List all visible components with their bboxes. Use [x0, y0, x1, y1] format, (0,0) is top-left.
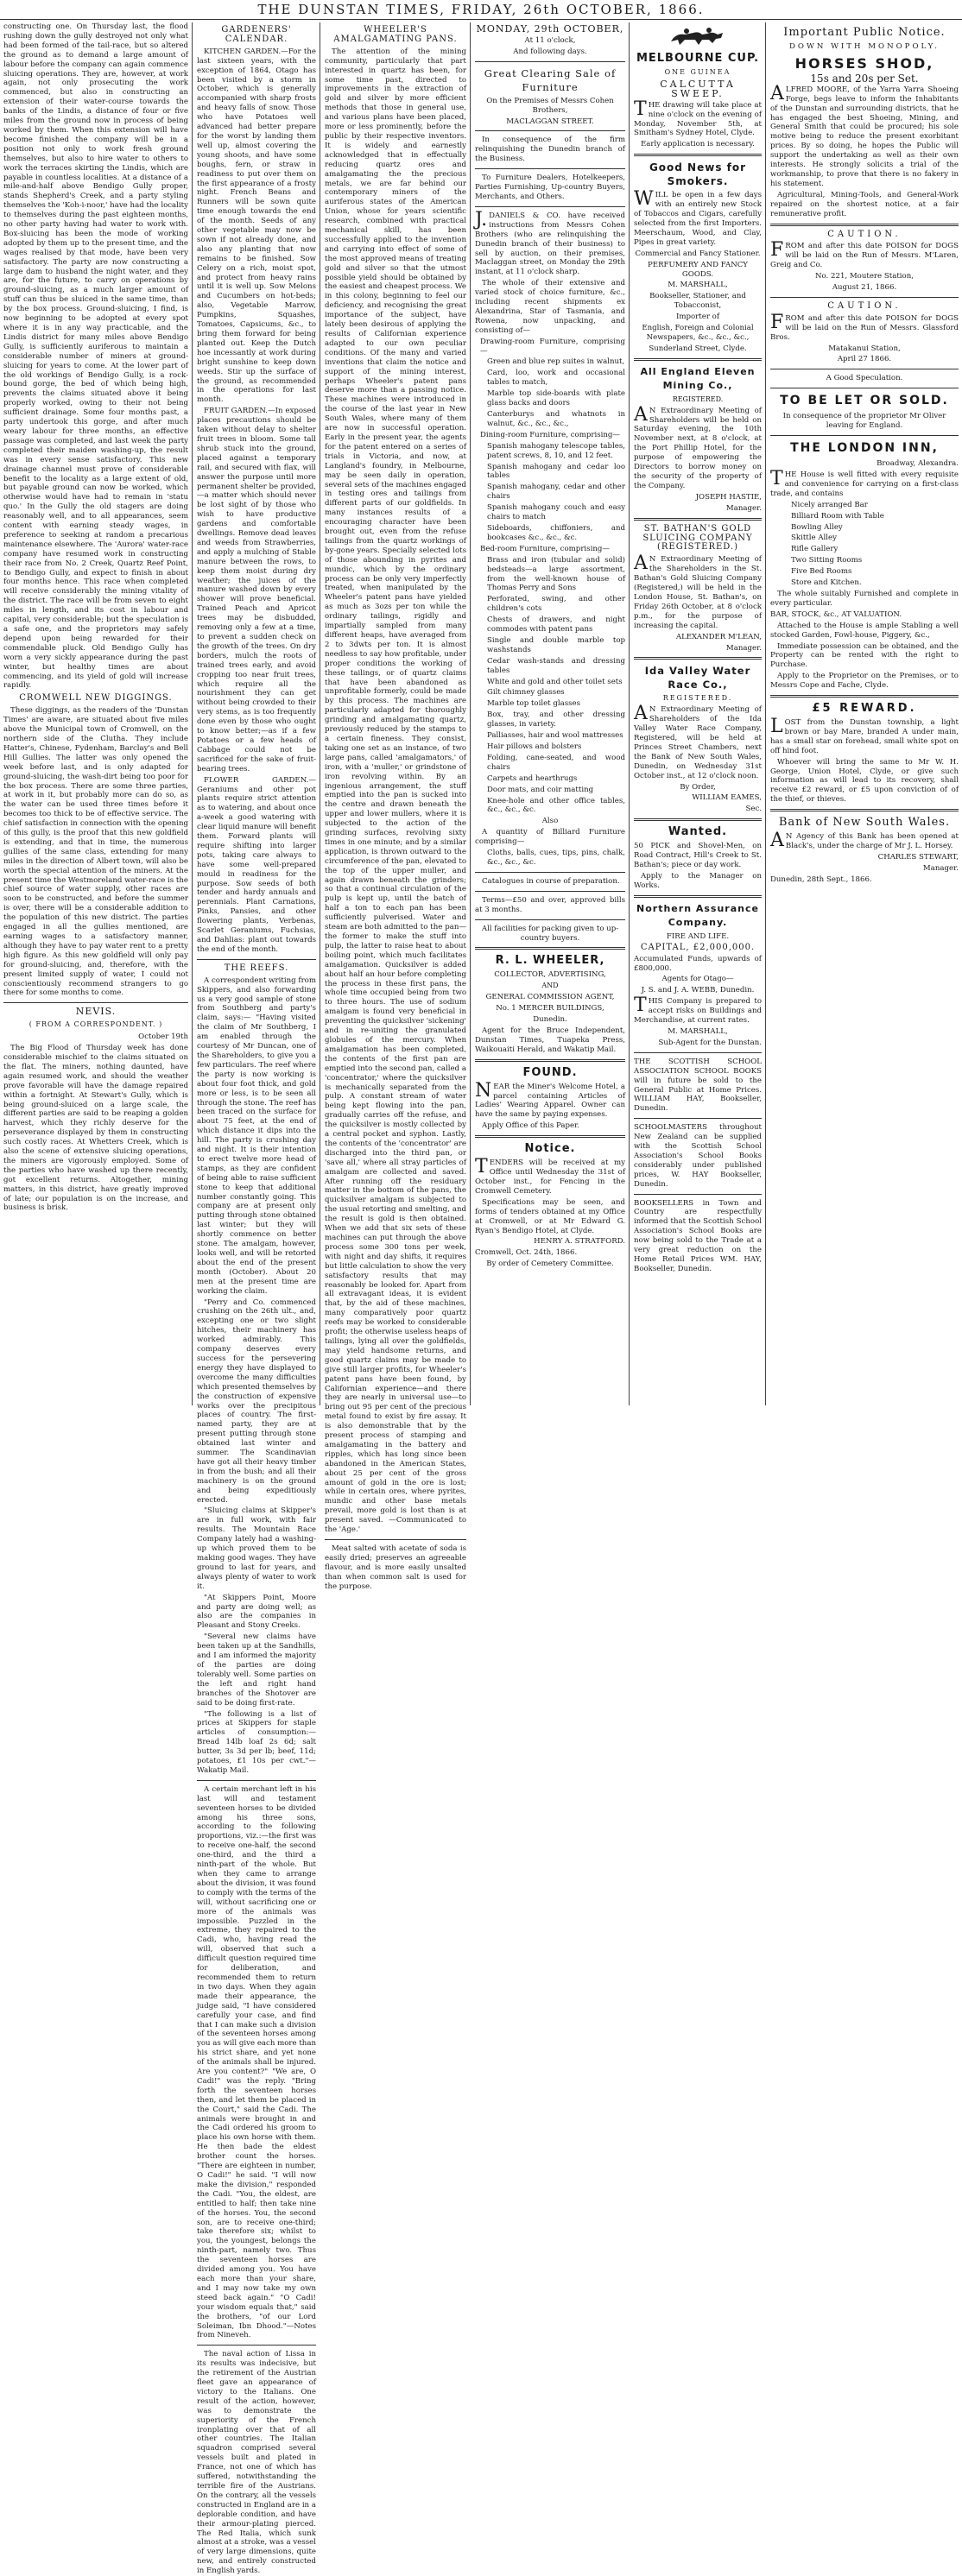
sale-title: Great Clearing Sale of Furniture	[484, 66, 617, 93]
divider	[634, 657, 762, 660]
column-3	[321, 22, 470, 1591]
article-paragraph: "The following is a list of prices at Skippers for staple articles of consumption:—Bread 14lb loaf 2s 6d; salt butter, 3s 3d per lb; beef, 11d; potatoes, £1 10s per cwt."—Wakatip Mail.	[197, 1709, 316, 1775]
divider	[475, 1059, 625, 1062]
inn-bar: BAR, STOCK, &c., AT VALUATION.	[770, 609, 902, 619]
sale-item: Gilt chimney glasses	[487, 688, 565, 698]
sale-intro: In consequence of the firm relinquishing the Dunedin branch of the Business.	[475, 136, 625, 164]
sale-facilities: All facilities for packing given to up-country buyers.	[481, 924, 619, 943]
found-heading: FOUND.	[522, 1065, 578, 1079]
smokers-name: M. MARSHALL,	[668, 281, 728, 290]
smokers-address: Sunderland Street, Clyde.	[649, 344, 747, 353]
eleven-body: AN Extraordinary Meeting of Shareholders will be held on Saturday evening, the 10th November next, at 8 o'clock, at the Port Phillip Hotel, for the purpose of empowering the Directors to borrow money on the security of the property of the Company.	[634, 403, 762, 490]
ida-heading: Ida Valley Water Race Co.,	[644, 665, 751, 691]
column-4	[472, 22, 629, 1404]
caution-heading: CAUTION.	[827, 300, 902, 311]
article-paragraph: KITCHEN GARDEN.—For the last sixteen years, with the exception of 1864, Otago has been visited by a storm in October, which is generally accompanied with sharp frosts and heavy falls of snow. Those who have Potatoes well advanced had better prepare for the worst by landing them well up, almost covering the young shoots, and have some boughs, fern, or straw in readiness to put over them on the first appearance of a frosty night. French Beans and Runners will be sown quite time enough towards the end of the month. Seeds of any other vegetable may now be sown if not already done, and also any planting that now remains to be finished. Sow Celery on a rich, moist spot, and protect from heavy rains until it is well up. Sow Melons and Cucumbers on hot-beds; also, Vegetable Marrow, Pumpkins, Squashes, Tomatoes, Capsicums, &c., to bring them forward for being planted out. Keep the Dutch hoe incessantly at work during bright sunshine to keep down weeds. Stir up the surface of the ground, as recommended in the operations for last month.	[197, 47, 316, 405]
caution-date: August 21, 1866.	[832, 283, 897, 293]
eleven-role: Manager.	[725, 503, 762, 513]
article-paragraph: The attention of the mining community, particularly that part interested in quartz has been, for some time past, directed to improvements in the extraction of gold and silver by more efficient methods that those in general use, and various plans have been placed, more or less prominently, before the public by their respective inventors. It is widely and earnestly acknowledged that in effectually reducing quartz ores and amalgamating the the precious metals, we are far behind our contemporary miners of the auriferous states of the American Union, whose for years scientific research, combined with practical mechanical skill, has been successfully applied to the invention and carrying into effect of some of the most approved means of treating gold and silver so that the utmost possible yield should be obtained by the easiest and cheapest process. We in this colony, beginning to feel our deficiency, and recognising the great importance of the subject, have lately been desirous of applying the results of Californian experience adapted to our own peculiar conditions. Of the many and varied inventions that claim the notice and support of the mining interest, perhaps Wheeler's patent pans deserve more than a passing notice. These machines were introduced in the course of the last year in New South Wales, where many of them are now in successful operation. Early in the present year, the agents for the patent entered on a series of trials in Victoria, and now, at Langland's foundry, in Melbourne, may be seen daily in operation, several sets of the machines engaged in testing ores and tailings from different parts of our goldfields. In many instances results of a encouraging character have been brought out, even from the refuse tailings from the quartz workings of by-gone years. Specially selected lots of those abounding in pyrites and mundic, which by the ordinary process can be only very imperfectly treated, when manipulated by the Wheeler's patent pans have yielded as much as 3ozs per ton while the ordinary tailings, rigidly and impartially sampled from many different heaps, have averaged from 2 to 3dwts per ton. It is almost needless to say how profitable, under proper conditions the working of these tailings, or of quartz claims that have been abandoned as unprofitable formerly, could be made by this process. The machines are particularly adapted for thoroughly grinding and amalgamating quartz, previously reduced by the stamps to a certain fineness. They consist, taking one set as an instance, of two large pans, called 'amalgamators,' of iron, with a 'muller,' or grindstone of iron revolving within. By an ingenious arrangement, the stuff emptied into the pan is sucked into the centre and drawn beneath the upper and lower mullers, where it is subjected to the action of the grinding surfaces, revolving sixty times in one minute; and by a similar application, is thrown outward to the circumference of the pan, elevated to the top of the upper muller, and again drawn beneath the grinders; so that a continual circulation of the pulp is kept up, until the batch of half a ton to each pan has been sufficiently pulverised. Water and steam are both admitted to the pan—the former to make the stuff into pulp, the latter to raise heat to about boiling point, which much facilitates amalgamation. Quicksilver is added about half an hour before completing the process in these first pans, the whole time occupied being from two to three hours. The use of sodium amalgam is found very beneficial in preventing the quicksilver 'sickening' and in re-uniting the granulated globules of the mercury. When amalgamation has been completed, the contents of the first pan are emptied into the second pan, called a 'concentrator,' where the quicksilver is mechanically separated from the pulp. A constant stream of water being kept flowing into the pan, gradually carries off the refuse, and the quicksilver is mostly collected by a central pocket and syphon. Lastly, the contents of the 'concentrator' are discharged into the third pan, or 'save all,' where all stray particles of amalgam are collected and saved. After running off the residuary matter in the bottom of the pans, the quicksilver amalgam is subjected to the usual retorting and smelting, and the result is gold is then obtained. When we add that six sets of these machines can put through the above process some 300 tons per week, with night and day shifts, it requires but little calculation to show the very satisfactory results that may reasonably be looked for. Apart from all extravagant ideas, it is evident that, by the aid of these machines, many comparatively poor quartz reefs may be worked to considerable profit; the otherwise useless heaps of tailings, lying all over the goldfields, may yield handsome returns, and good quartz claims may be made to give still larger profits, for Wheeler's patent pans have been found, by Californian experience—and there they are nearly in universal use—to bring out 95 per cent of the precious metal found to exist by fire assay. It is also demonstrable that by the present process of stamping and amalgamating in the battery and ripples, which has long since been abandoned in the American States, about 25 per cent of the gross amount of gold in the ore is lost; while in certain ores, where pyrites, mundic and other base metals prevail, more gold is lost than is at present saved. —Communicated to the 'Age.'	[325, 47, 466, 1535]
wheeler-city: Dunedin.	[533, 1015, 567, 1025]
sale-catalogues: Catalogues in course of preparation.	[482, 876, 620, 886]
section-heading: THE REEFS.	[224, 963, 289, 973]
horse-racing-icon	[668, 26, 728, 48]
divider	[770, 809, 959, 811]
smokers-papers: English, Foreign and Colonial Newspapers, &c., &c., &c.,	[642, 324, 754, 342]
inn-heading: THE LONDON INN,	[790, 441, 939, 456]
eleven-heading: All England Eleven Mining Co.,	[640, 365, 756, 391]
wheeler-address: No. 1 MERCER BUILDINGS,	[496, 1004, 604, 1013]
sale-item: Canterburys and whatnots in walnut, &c., &c., &c.,	[487, 410, 625, 428]
divider	[770, 224, 959, 226]
divider	[634, 1052, 762, 1053]
reward-heading: £5 REWARD.	[812, 702, 917, 716]
wanted-heading: Wanted.	[668, 825, 728, 839]
bank-role: Manager.	[922, 863, 959, 873]
notice-date: Cromwell, Oct. 24th, 1866.	[475, 1248, 578, 1258]
article-paragraph: A certain merchant left in his last will and testament seventeen horses to be divided among his three sons, according to the following proportions, viz.:—the first was to receive one-half, the second one-third, and the third a ninth-part of the whole. But when they came to arrange about the division, it was found to comply with the terms of the will, without sacrificing one or more of the animals was impossible. Puzzled in the extreme, they repaired to the Cadi, who, having read the will, observed that such a difficult question required time for deliberation, and recommended them to return in two days. When they again made their appearance, the judge said, "I have considered carefully your case, and find that I can make such a division of the seventeen horses among you as will give each more than his strict share, and yet none of the animals shall be injured. Are you content?" "We are, O Cadi!" was the reply. "Bring forth the seventeen horses then, and let them be placed in the Court," said the Cadi. The animals were brought in and the Cadi ordered his groom to place his own horse with them. He then bade the eldest brother count the horses. "There are eighteen in number, O Cadi!" he said. "I will now make the division," responded the Cadi. "You, the eldest, are entitled to half; then take nine of the horses. You, the second son, are to receive one-third; take therefore six; whilst to you, the youngest, belongs the ninth-part, namely two. Thus the seventeen horses are divided among you. You have each more than your share, and I may now take my own steed back again." "O Cadi! your wisdom equals that," said the brothers, "of our Lord Soleiman, Ibn Dhood."—Notes from Nineveh.	[197, 1784, 316, 2340]
ida-name: WILLIAM EAMES,	[692, 793, 762, 803]
horses-heading: HORSES SHOD,	[794, 54, 934, 72]
section-heading: WHEELER'S AMALGAMATING PANS.	[333, 25, 458, 44]
divider	[634, 154, 762, 156]
article-paragraph: A correspondent writing from Skippers, and also forwarding us a very good sample of stone from Southberg and party's claim, says:— "Having visited the claim of Mr Southberg, I am enabled through the courtesy of Mr Duncan, one of the Shareholders, to give you a few particulars. The reef where the party is now working is about four foot thick, and gold more or less, is to be seen all through the stone. The reef has been traced on the surface for about 75 feet, at the end of which distance it dips into the hill. The party is crushing day and night. It is their intention to erect twelve more head of stamps, as they are confident of being able to raise sufficient stone to keep that additional number constantly going. This company are at present only putting through stone obtained last winter; but they will shortly commence on better stone. The amalgam, however, looks well, and will be retorted about the end of the present month (October). About 20 men at the present time are working the claim.	[197, 975, 316, 1296]
ida-registered: REGISTERED.	[662, 694, 733, 703]
schoolmasters-notice: SCHOOLMASTERS throughout New Zealand can be supplied with the Scottish School Association's School Books considerably under published prices, W. HAY Bookseller, Dunedin.	[634, 1123, 762, 1189]
northern-name: M. MARSHALL,	[668, 1026, 728, 1036]
divider	[634, 1118, 762, 1119]
sale-item: Chests of drawers, and night commodes with patent pans	[487, 616, 625, 635]
sale-item: Perforated, swing, and other children's cots	[487, 595, 625, 614]
inn-item: Billiard Room with Table	[791, 511, 884, 521]
sale-item: Marble top toilet glasses	[487, 699, 581, 709]
byline: ( FROM A CORRESPONDENT. )	[28, 1020, 163, 1029]
wheeler-name: R. L. WHEELER,	[495, 954, 605, 968]
divider	[634, 1194, 762, 1195]
eleven-registered: REGISTERED.	[672, 395, 724, 403]
cup-body: THE drawing will take place at nine o'clock on the evening of Monday, November 5th, at Smitham's Sydney Hotel, Clyde.	[634, 98, 762, 138]
section-heading: NEVIS.	[75, 1006, 117, 1018]
bathan-name: ALEXANDER M'LEAN,	[675, 632, 762, 641]
sale-item: Door mats, and coir matting	[487, 785, 594, 794]
inn-body: THE House is well fitted with every requisite and convenience for carrying on a first-class trade, and contains	[770, 468, 959, 498]
divider	[197, 959, 316, 960]
divider	[475, 919, 625, 920]
column-1	[0, 22, 192, 1404]
reward-body: LOST from the Dunstan township, a light brown or bay Mare, branded A under main, has a small star on forehead, small white spot on off hind foot.	[770, 716, 959, 755]
northern-agent-names: J. S. and J. A. WEBB, Dunedin.	[641, 986, 755, 995]
inn-item: Two Sitting Rooms	[791, 556, 863, 565]
wheeler-agent: GENERAL COMMISSION AGENT,	[485, 993, 615, 1002]
inn-item: Rifle Gallery	[791, 545, 839, 554]
wheeler-and: AND	[541, 982, 559, 990]
sale-billiard: A quantity of Billiard Furniture comprising—	[475, 828, 625, 847]
northern-capital: CAPITAL, £2,000,000.	[640, 942, 756, 952]
divider	[634, 518, 762, 521]
sale-premises: On the Premises of Messrs Cohen Brothers,	[486, 96, 614, 115]
article-paragraph: constructing one. On Thursday last, the flood rushing down the gully destroyed not only what had been formed of the tail-race, but so altered the ground as to demand a large amount of labour before the company can again commence sluicing operations. They are, however, at work again, not only prosecuting the work commenced, but also in constructing an extension of their water-course towards the banks of the Lindis, a distance of four or five miles from the ground now in process of being worked by them. When this extension will have become finished the company will be in a position not only to work fresh ground themselves, but also to hire water to others to work the terraces skirting the Lindis, which are payable in countless localities. At a distance of a mile-and-half above Bendigo Gully proper, stands Shepherd's Creek, and a party styling themselves the 'Koh-i-noor,' have had the locality to themselves during the past eighteen months, no other party having had water to work with. Box-sluicing has been the mode of working adopted by them up to the present time, and the wages realised by that mode, have been very satisfactory. The party are now constructing a large dam to husband the night water, and they are, for the future, to carry on operations by ground-sluicing, as a much larger amount of stuff can thus be sluiced in the same time, than by the box process. Ground-sluicing, I find, is now beginning to be adopted at every spot where it is in any way practicable, and the Lindis district for many miles above Bendigo Gully, is sufficiently auriferous to maintain a considerable number of miners at ground-sluicing for years to come. At the lower part of the old workings of Bendigo Gully, is a rock-bound gorge, the bed of which being high, prevents the claims situated above it being properly worked, owing to their not being sufficient drainage. Some four months past, a party undertook this gorge, and after much weary labour for three months, an effective passage was completed, and last week the party completed their maiden washing-up, the result was in every sense satisfactory. This new drainage channel must prove of considerable benefit to the locality as a large extent of old, but payable ground can now be worked, which otherwise would have had to remain in 'statu quo.' In the Gully the old stagers are doing reasonably well, and to all appearances, seem content with earning steady wages, in preference to seeking at random a precarious maintenance elsewhere. The 'Aurora' water-race company have resumed work in constructing their race from No. 2 Creek, Quartz Reef Point, to Bendigo Gully, and expect to finish in about four months hence. This race when completed will receive considerably the mining vitality of the district. The race will be from seven to eight miles in length, and its cost in labour and capital, very considerable; but the speculation is a safe one, and the proprietors may safely depend upon being rewarded for their commendable pluck. Old Bendigo Gully has worn a very sickly appearance during the past winter, but healthy times are about commencing, and its yield of gold will increase rapidly.	[3, 22, 188, 691]
sale-item: Sideboards, chiffoniers, and bookcases &c., &c., &c.	[487, 523, 625, 542]
sale-terms: Terms—£50 and over, approved bills at 3 months.	[475, 895, 625, 914]
northern-role: Sub-Agent for the Dunstan.	[658, 1038, 762, 1047]
inn-apply: Apply to the Proprietor on the Premises, or to Messrs Cope and Fache, Clyde.	[770, 672, 959, 691]
cup-guinea: ONE GUINEA	[664, 68, 731, 76]
sale-billiard-items: Cloths, balls, cues, tips, pins, chalk, &c., &c., &c.	[487, 849, 625, 867]
ida-body: AN Extraordinary Meeting of Shareholders of the Ida Valley Water Race Company, Registered, will be held at Princes Street Chambers, next the Bank of New South Wales, Dunedin, on Wednesday 31st October inst., at 12 o'clock noon.	[634, 703, 762, 780]
sale-item: Spanish mahogany telescope tables, patent screws, 8, 10, and 12 feet.	[487, 441, 625, 460]
article-paragraph: "Perry and Co. commenced crushing on the 26th ult., and, excepting one or two slight hitches, their machinery has worked admirably. This company deserves every success for the persevering energy they have displayed to overcome the many difficulties which presented themselves by the construction of expensive works over the precipitous places of country. The first-named party, they are at present putting through stone obtained last winter and summer. The Scandinavian have got all their heavy timber in from the bush; and all their machinery is on the ground and being expeditiously erected.	[197, 1297, 316, 1505]
divider	[197, 1780, 316, 1781]
caution-station: No. 221, Moutere Station,	[815, 272, 914, 281]
divider	[475, 61, 625, 62]
column-rule	[629, 22, 630, 1405]
bathan-body: AN Extraordinary Meeting of the Shareholders in the St. Bathan's Gold Sluicing Company (Registered,) will be held in the London House, St. Bathan's, on Friday 26th October, at 8 o'clock p.m., for the purpose of increasing the capital.	[634, 552, 762, 630]
caution-body: FROM and after this date POISON for DOGS will be laid on the Run of Messrs. Glassford Bros.	[770, 311, 959, 342]
divider	[770, 297, 959, 298]
sale-date: MONDAY, 29th OCTOBER,	[476, 23, 624, 35]
northern-body: THIS Company is prepared to accept risks on Buildings and Merchandise, at current rates.	[634, 994, 762, 1026]
notice-heading: Important Public Notice.	[783, 26, 946, 39]
inn-item: Bowling Alley	[791, 522, 843, 532]
sale-stock: The whole of their extensive and varied stock of choice furniture, &c., including recent shipments ex Alexandrina, Star of Tasmania, and Rowena, now unpacking, and consisting of—	[475, 279, 625, 335]
caution-body: FROM and after this date POISON for DOGS will be laid on the Run of Messrs. M'Laren, Greig and Co.	[770, 239, 959, 270]
divider	[475, 206, 625, 207]
caution-heading: CAUTION.	[827, 229, 902, 239]
smokers-stationer: Commercial and Fancy Stationer.	[635, 249, 761, 258]
northern-sub: FIRE AND LIFE.	[666, 931, 730, 941]
article-paragraph: The naval action of Lissa in its results was indecisive, but the retirement of the Austrian fleet gave an appearance of victory to the Italians. One result of the action, however, was to demonstrate the superiority of the French ironplating over that of all other countries. The Italian squadron comprised several vessels built and plated in France, not one of which has suffered, notwithstanding the terrible fire of the Austrians. On the contrary, all the vessels constructed in England are in a deplorable condition, and have their armour-plating pierced. The Red Italia, which sunk almost at a stroke, was a vessel of very large dimensions, quite new, and entirely constructed in English yards.	[197, 2350, 316, 2576]
horses-body: ALFRED MOORE, of the Yarra Yarra Shoeing Forge, begs leave to inform the Inhabitants of the Dunstan and surrounding districts, that he has engaged the best Shoeing, Mining, and General Smith that could be procured; his sole motive being to reduce the present exorbitant prices. By so doing, he hopes the Public will support the undertaking as well as their own interests. He strongly solicits a trial of the workmanship, to prove that there is no fakery in his statement.	[770, 82, 959, 188]
dateline: October 19th	[138, 1032, 188, 1042]
sale-body: J.DANIELS & CO. have received instructions from Messrs Cohen Brothers (who are relinquishing the Dunedin branch of their business) to sell by auction, on their premises, Maclaggan street, on Monday the 29th instant, at 11 o'clock sharp.	[475, 208, 625, 277]
sale-item: Cedar wash-stands and dressing tables	[487, 656, 625, 675]
article-paragraph: The Big Flood of Thursday week has done considerable mischief to the claims situated on the flat. The miners, nothing daunted, have again resumed work, and should the weather prove favorable will have the damage repaired within a fortnight. At Stewart's Gully, which is being ground-sluiced on a large scale, the different parties are said to be reaping a golden harvest, which they richly deserve for the perseverance displayed by them in constructing such costly races. At Whetters Creek, which is also the scene of extensive sluicing operations, the miners are vigorously employed. Some of the parties who have washed up there recently, got excellent returns. Altogether, mining matters, in this district, have greatly improved of late; our population is on the increase, and business is brisk.	[3, 1044, 188, 1213]
northern-funds: Accumulated Funds, upwards of £800,000.	[634, 954, 762, 973]
sale-to: To Furniture Dealers, Hotelkeepers, Parties Furnishing, Up-country Buyers, Merchants, and Others.	[475, 174, 625, 201]
sale-also: Also	[541, 817, 559, 826]
notice-order: By order of Cemetery Committee.	[486, 1260, 614, 1269]
smokers-importer: Importer of	[675, 313, 720, 322]
article-paragraph: "At Skippers Point, Moore and party are doing well; as also are the companies in Pleasant and Stony Creeks.	[197, 1593, 316, 1631]
sale-item: Spanish mahogany couch and easy chairs to match	[487, 503, 625, 522]
inn-address: Broadway, Alexandra.	[877, 459, 959, 469]
horses-price: 15s and 20s per Set.	[810, 72, 919, 85]
column-rule	[765, 22, 766, 1405]
cup-apply: Early application is necessary.	[641, 140, 755, 149]
divider	[475, 1135, 625, 1138]
sale-item: Drawing-room Furniture, comprising—	[480, 337, 625, 356]
smokers-heading: Good News for Smokers.	[649, 161, 747, 188]
sale-item: Hair pillows and bolsters	[487, 742, 582, 751]
sale-item: Green and blue rep suites in walnut,	[487, 357, 625, 367]
divider	[325, 1539, 466, 1540]
bank-heading: Bank of New South Wales.	[778, 816, 951, 830]
eleven-name: JOSEPH HASTIE,	[695, 492, 762, 502]
monopoly-banner: DOWN WITH MONOPOLY.	[789, 42, 940, 51]
divider	[634, 358, 762, 361]
divider	[475, 891, 625, 892]
sale-item: Marble top side-boards with plate glass backs and doors	[487, 389, 625, 408]
let-heading: TO BE LET OR SOLD.	[780, 394, 949, 408]
school-notice: THE SCOTTISH SCHOOL ASSOCIATION SCHOOL BOOKS will in future be sold to the General Public at Home Prices. WILLIAM HAY, Bookseller, Dunedin.	[634, 1057, 762, 1114]
article-paragraph: FRUIT GARDEN.—In exposed places precautions should be taken without delay to shelter fruit trees in bloom. Some tall shrub stuck into the ground, placed against a temporary rail, and secured with flax, will answer the purpose until more permanent shelter be provided,—a matter which should never be lost sight of by those who wish to have productive gardens and comfortable dwellings. Remove dead leaves and weeds from Strawberries, and apply a mulching of Stable manure between the rows, to keep them moist during dry weather; the juices of the manure washed down by every shower will prove beneficial. Trained Peach and Apricot trees may be disbudded, removing only a few at a time, to prevent a sudden check on the growth of the trees. On dry borders, mulch the roots of trained trees early, and avoid cropping too near fruit trees, which require all the nourishment they can get without being crowded to their very stems, as is too frequently done even by those who ought to know better;—as if a few Potatoes or a few heads of Cabbage could not be sacrificed for the sake of fruit-bearing trees.	[197, 407, 316, 773]
sale-item: Spanish mahogany, cedar and other chairs	[487, 483, 625, 502]
sale-item: Single and double marble top washstands	[487, 635, 625, 654]
column-rule	[192, 22, 193, 1405]
let-body: In consequence of the proprietor Mr Oliver leaving for England.	[782, 412, 946, 431]
sale-item: Box, tray, and other dressing glasses, in variety.	[487, 710, 625, 729]
horses-tools: Agricultural, Mining-Tools, and General-Work repaired on the shortest notice, at a fair remunerative profit.	[770, 190, 959, 218]
ida-role: Sec.	[745, 805, 762, 814]
bathan-heading: ST. BATHAN'S GOLD SLUICING COMPANY (REGISTERED.)	[642, 523, 753, 552]
wanted-apply: Apply to the Manager on Works.	[634, 872, 762, 890]
column-2	[193, 22, 320, 2576]
sale-following: And following days.	[513, 47, 587, 56]
sale-item: Knee-hole and other office tables, &c., &c., &c.	[487, 796, 625, 815]
article-paragraph: "Sluicing claims at Skipper's are in full work, with fair results. The Mountain Race Company lately had a washing-up which proved them to be making good wages. They have ground to last for years, and always plenty of water to work it.	[197, 1506, 316, 1591]
inn-item: Five Bed Rooms	[791, 567, 852, 577]
ida-order: By Order,	[680, 782, 716, 792]
booksellers-notice: BOOKSELLERS in Town and Country are respectfully informed that the Scottish School Association's School Books are now being sold to the Trade at a very great reduction on the Home Retail Prices WM. HAY, Bookseller, Dunedin.	[634, 1198, 762, 1273]
article-paragraph: Meat salted with acetate of soda is easily dried; preserves an agreeable flavour, and is more easily unsalted than when common salt is used for the purpose.	[325, 1544, 466, 1591]
divider	[770, 695, 959, 698]
divider	[475, 168, 625, 169]
sale-item: Brass and iron (tubular and solid) bedsteads—a large assortment, from the well-known house of Thomas Perry and Sons	[487, 555, 625, 593]
article-paragraph: FLOWER GARDEN.—Geraniums and other pot plants require strict attention as to watering, and about once a-week a good watering with clear liquid manure will benefit them. Forward plants will require shifting into larger pots, taking care always to have some well-prepared mould in readiness for the purpose. Sow seeds of both tender and hardy annuals and perennials. Plant Carnations, Pinks, Pansies, and other flowering plants, Verbenas, Scarlet Geraniums, Fuchsias, and Dahlias: plant out towards the end of the month.	[197, 775, 316, 954]
bathan-role: Manager.	[725, 643, 762, 653]
inn-item: Store and Kitchen.	[791, 578, 862, 588]
divider	[475, 872, 625, 873]
masthead: THE DUNSTAN TIMES, FRIDAY, 26th OCTOBER, 1866.	[0, 0, 962, 20]
northern-heading: Northern Assurance Company.	[636, 902, 759, 928]
reward-who: Whoever will bring the same to Mr W. H. George, Union Hotel, Clyde, or give such information as will lead to its recovery, shall receive £2 reward, or £5 upon conviction of of the thief, or thieves.	[770, 757, 959, 805]
divider	[3, 1002, 188, 1003]
inn-possession: Immediate possession can be obtained, and the Property can be rented with the right to Purchase.	[770, 641, 959, 670]
column-6	[767, 22, 962, 1404]
inn-item: Skittle Alley	[791, 534, 837, 543]
inn-stable: Attached to the House is ample Stabling a well stocked Garden, Fowl-house, Piggery, &c.,	[770, 621, 959, 640]
inn-furnished: The whole suitably Furnished and complete in every particular.	[770, 589, 959, 608]
divider	[475, 947, 625, 950]
divider	[634, 895, 762, 898]
found-body: NEAR the Miner's Welcome Hotel, a parcel containing Articles of Ladies' Wearing Apparel. Owner can have the same by paying expenses.	[475, 1079, 625, 1120]
wheeler-body: Agent for the Bruce Independent, Dunstan Times, Tuapeka Press, Waikouaiti Herald, and Wakatip Mail.	[475, 1026, 625, 1054]
section-heading: CROMWELL NEW DIGGINGS.	[19, 693, 173, 704]
sale-item: Card, loo, work and occasional tables to match,	[487, 369, 625, 388]
notice-specs: Specifications may be seen, and forms of tenders obtained at my Office at Cromwell, or at Mr Edward G. Ryan's Bendigo Hotel, at Clyde.	[475, 1197, 625, 1235]
cup-sweep: CALCUTTA SWEEP.	[660, 78, 736, 99]
bank-name: CHARLES STEWART,	[877, 853, 959, 862]
inn-item: Nicely arranged Bar	[791, 500, 868, 509]
divider	[197, 2345, 316, 2346]
caution-date: April 27 1866.	[837, 355, 892, 364]
smokers-trade: Bookseller, Stationer, and Tobacconist,	[649, 292, 746, 311]
divider	[475, 130, 625, 131]
section-heading: GARDENERS' CALENDAR.	[221, 25, 292, 44]
smokers-perfumery: PERFUMERY AND FANCY GOODS.	[648, 260, 748, 279]
sale-item: Palliasses, hair and wool mattresses	[487, 731, 623, 741]
caution-station: Matakanui Station,	[828, 344, 901, 353]
smokers-body: WILL be open in a few days with an entirely new Stock of Tobaccos and Cigars, carefully selected from the first Importers. Meerschaum, Wood, and Clay, Pipes in great variety.	[634, 188, 762, 247]
sale-item: White and gold and other toilet sets	[487, 677, 623, 686]
cup-title: MELBOURNE CUP.	[636, 52, 760, 65]
column-rule	[470, 22, 471, 1405]
divider	[770, 435, 959, 436]
sale-item: Folding, cane-seated, and wood chairs	[487, 753, 625, 772]
article-paragraph: These diggings, as the readers of the 'Dunstan Times' are aware, are situated about five miles above the Municipal town of Cromwell, on the northern side of the Clutha. They include Hatter's, Chinese, Fydenham, Barclay's and Bell Hill Gullies. The latter was only opened the week before last, and is only adapted for ground-sluicing, the wash-dirt being too poor for the box process. There are some three parties, at work in it, but probably more can do so, as the water can be used three times before it becomes too thick to be of effective service. The chief satisfaction in connection with the opening of this gully, is the proof that this new goldfield is extending, and that in time, the numerous gullies of the same class, extending for many miles in the direction of Albert town, will also be worth the special attention of the miners. At the present time the Westmoreland water-race is the chief source of water supply, other races are soon to be constructed, and before the summer is over, there will be a considerable addition to the population of this new district. The parties engaged in all the gullies mentioned, are earning wages to a satisfactory manner, although they have to pay water rent to a pretty high figure. As this new goldfield will only pay for ground-sluicing, and, therefore, with the present limited supply of water, I could not conscientiously recommend strangers to go there for some months to come.	[3, 706, 188, 998]
wanted-body: 50 PICK and Shovel-Men, on Road Contract, Hill's Creek to St. Bathan's; piece or day work.	[634, 842, 762, 870]
wheeler-role: COLLECTOR, ADVERTISING,	[494, 970, 606, 980]
divider	[634, 818, 762, 821]
northern-agents: Agents for Otago—	[661, 975, 734, 984]
bank-body: AN Agency of this Bank has been opened at Black's, under the charge of Mr J. L. Horsey.	[770, 830, 959, 852]
sale-item: Dining-room Furniture, comprising—	[480, 430, 621, 439]
notice-name: HENRY A. STRATFORD.	[534, 1237, 625, 1247]
sale-street: MACLAGGAN STREET.	[506, 117, 594, 126]
notice-body: TENDERS will be received at my Office until Wednesday the 31st of October inst., for Fencing in the Cromwell Cemetery.	[475, 1156, 625, 1196]
found-apply: Apply Office of this Paper.	[482, 1121, 580, 1131]
speculation-heading: A Good Speculation.	[826, 374, 903, 383]
sale-time: At 11 o'clock,	[524, 35, 576, 45]
article-paragraph: "Several new claims have been taken up at the Sandhills, and I am informed the majority of the parties are doing tolerably well. Some parties on the left and right hand branches of the Shotover are said to be doing first-rate.	[197, 1632, 316, 1708]
sale-item: Spanish mahogany and cedar loo tables	[487, 462, 625, 481]
column-5	[630, 22, 765, 1404]
sale-item: Bed-room Furniture, comprising—	[480, 544, 610, 553]
bank-date: Dunedin, 28th Sept., 1866.	[770, 874, 872, 884]
notice-heading: Notice.	[524, 1142, 576, 1156]
sale-item: Carpets and hearthrugs	[487, 773, 578, 783]
